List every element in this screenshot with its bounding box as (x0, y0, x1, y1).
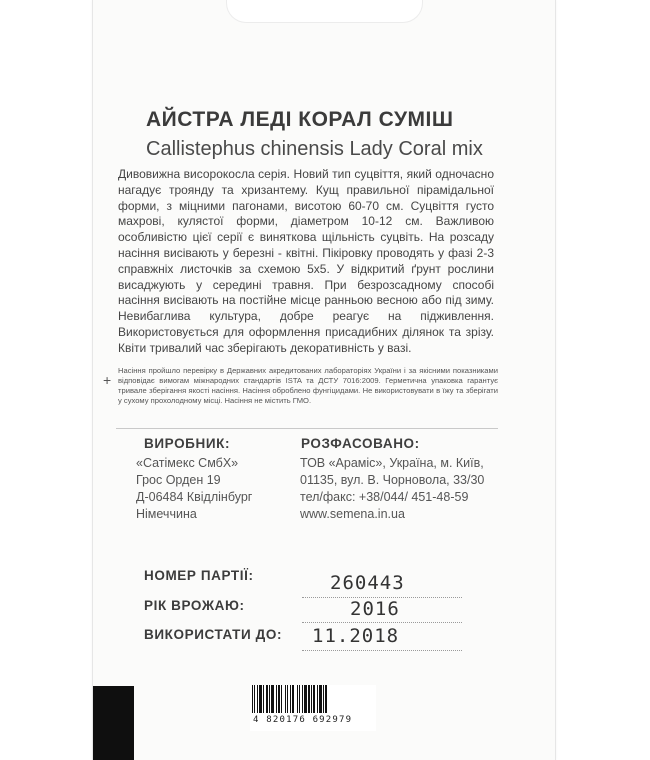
barcode-bar (304, 685, 307, 713)
use-by-label: ВИКОРИСТАТИ ДО: (144, 627, 283, 642)
barcode-bar (254, 685, 255, 713)
barcode-bar (278, 685, 280, 713)
barcode-bar (308, 685, 310, 713)
producer-line: Д-06484 Квідлінбург (136, 490, 253, 504)
packer-line: ТОВ «Араміс», Україна, м. Київ, (300, 456, 484, 470)
barcode-digits: 4 820176 692979 (253, 715, 353, 725)
producer-line: Грос Орден 19 (136, 473, 221, 487)
packer-line: www.semena.in.ua (300, 507, 405, 521)
barcode-bar (259, 685, 262, 713)
producer-line: «Сатімекс СмбХ» (136, 456, 239, 470)
barcode-bar (290, 685, 291, 713)
registration-mark-icon: + (103, 372, 112, 388)
barcode-bar (263, 685, 264, 713)
harvest-year-label: РІК ВРОЖАЮ: (144, 598, 245, 613)
black-color-patch (93, 686, 134, 760)
quality-fine-print: Насіння пройшло перевірку в Державних акредитованих лабораторіях України і за якісними показниками відповідає вимогам міжнародних стандартів ISTA та ДСТУ 7016:2009. Герметична упаковка гарантує тривале зберігання якості насіння. Насіння оброблено фунгіцидами. Не використовувати в їжу та зберігати у сухому прохолодному місці. Насіння не містить ГМО. (118, 366, 498, 405)
use-by-value: 11.2018 (312, 625, 400, 647)
barcode-bar (271, 685, 274, 713)
barcode-bar (299, 685, 300, 713)
barcode-bar (311, 685, 312, 713)
barcode-bar (257, 685, 258, 713)
packer-line: 01135, вул. В. Чорновола, 33/30 (300, 473, 485, 487)
producer-heading: ВИРОБНИК: (144, 436, 231, 451)
packer-line: тел/факс: +38/044/ 451-48-59 (300, 490, 469, 504)
barcode-bar (302, 685, 303, 713)
producer-line: Німеччина (136, 507, 197, 521)
harvest-year-value: 2016 (350, 598, 400, 620)
divider (116, 428, 498, 429)
barcode-bar (252, 685, 253, 713)
barcode-bar (297, 685, 298, 713)
harvest-year-line (302, 622, 462, 623)
batch-number-label: НОМЕР ПАРТІЇ: (144, 568, 254, 583)
product-latin-name: Callistephus chinensis Lady Coral mix (146, 138, 483, 160)
batch-number-value: 260443 (330, 572, 405, 594)
barcode-bar (325, 685, 327, 713)
barcode-bar (276, 685, 277, 713)
packer-heading: РОЗФАСОВАНО: (301, 436, 420, 451)
barcode-bar (266, 685, 268, 713)
product-description: Дивовижна висорокосла серія. Новий тип суцвіття, який одночасно нагадує троянду та хризантему. Кущ правильної пірамідальної форми, з міцними пагонами, висотою 60-70 см. Суцвіття густо махрові, кулястої форми, діаметром 10-12 см. Важливою особливістю цієї серії є виняткова щільність суцвіть. На розсаду насіння висівають у березні - квітні. Пікіровку проводять у фазі 2-3 справжніх листочків за схемою 5х5. У відкритий ґрунт рослини висаджують у середині травня. При безрозсадному способі насіння висівають на постійне місце ранньою весною або під зиму. Невибаглива культура, добре реагує на підживлення. Використовується для оформлення присадибних ділянок та зрізу. Квіти тривалий час зберігають декоративність у вазі. (118, 167, 494, 355)
barcode-bar (292, 685, 294, 713)
barcode-bar (317, 685, 318, 713)
barcode-bar (287, 685, 288, 713)
barcode-bar (313, 685, 315, 713)
barcode-bar (285, 685, 286, 713)
barcode-bar (323, 685, 324, 713)
barcode-bar (269, 685, 270, 713)
use-by-line (302, 650, 462, 651)
barcode-bar (281, 685, 282, 713)
product-title: АЙСТРА ЛЕДІ КОРАЛ СУМІШ (146, 108, 454, 131)
barcode-bar (319, 685, 322, 713)
hang-hole (226, 0, 423, 23)
